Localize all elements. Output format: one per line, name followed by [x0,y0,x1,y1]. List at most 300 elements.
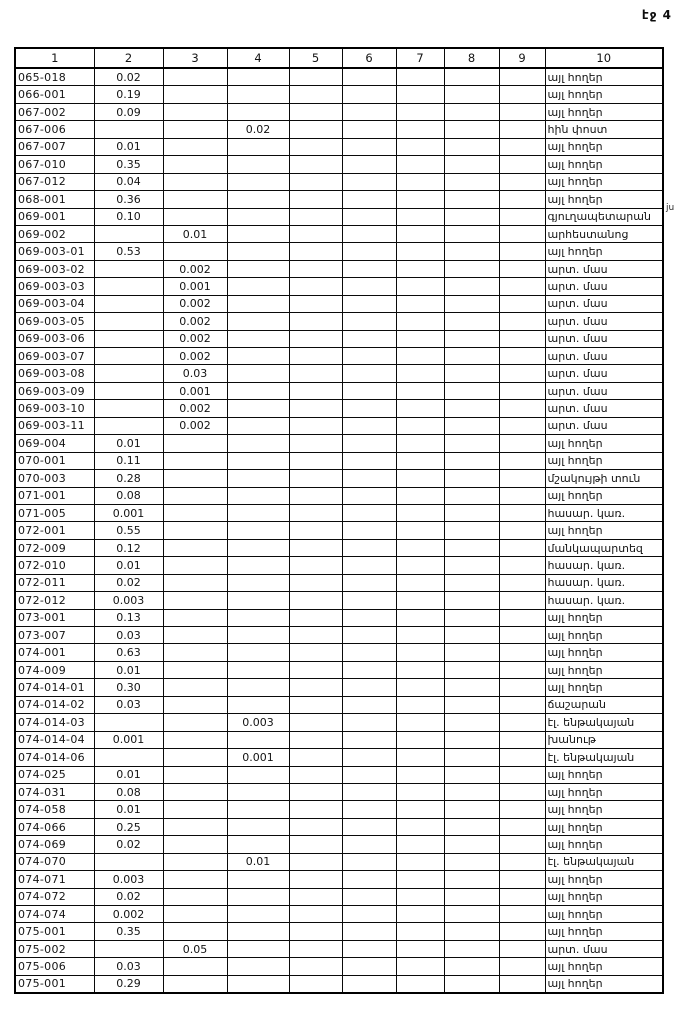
value-cell [163,243,227,260]
value-cell [499,627,545,644]
value-cell [342,295,396,312]
value-cell [163,714,227,731]
value-cell [227,348,289,365]
value-cell [499,504,545,521]
value-cell [444,313,499,330]
value-cell [499,714,545,731]
value-cell [396,714,444,731]
value-cell [499,696,545,713]
value-cell [94,278,163,295]
value-cell [289,818,342,835]
land-use-cell: այլ հողեր [545,679,663,696]
value-cell [163,103,227,120]
value-cell [227,400,289,417]
value-cell [342,400,396,417]
value-cell [396,940,444,957]
value-cell [444,679,499,696]
value-cell [227,470,289,487]
value-cell [342,121,396,138]
value-cell [94,121,163,138]
value-cell [342,749,396,766]
value-cell [499,766,545,783]
value-cell [227,644,289,661]
parcel-id-cell: 066-001 [15,86,94,103]
value-cell: 0.28 [94,470,163,487]
value-cell [499,958,545,975]
value-cell [444,260,499,277]
value-cell [444,295,499,312]
value-cell [499,975,545,993]
value-cell [396,539,444,556]
value-cell [499,173,545,190]
value-cell [163,121,227,138]
value-cell [289,749,342,766]
value-cell [289,138,342,155]
column-header-7: 7 [396,48,444,68]
table-row [15,278,663,295]
value-cell [342,138,396,155]
value-cell [499,330,545,347]
table-row [15,557,663,574]
parcel-id-cell: 069-003-06 [15,330,94,347]
value-cell [499,679,545,696]
value-cell [289,86,342,103]
value-cell [289,644,342,661]
value-cell [444,365,499,382]
value-cell [499,138,545,155]
value-cell [342,435,396,452]
value-cell [227,627,289,644]
value-cell [227,295,289,312]
value-cell: 0.04 [94,173,163,190]
parcel-id-cell: 074-001 [15,644,94,661]
value-cell [499,68,545,86]
value-cell [444,783,499,800]
value-cell [499,749,545,766]
value-cell [444,417,499,434]
value-cell [444,435,499,452]
value-cell [499,906,545,923]
value-cell [227,557,289,574]
value-cell [396,243,444,260]
value-cell [342,330,396,347]
value-cell: 0.08 [94,783,163,800]
parcel-id-cell: 072-001 [15,522,94,539]
table-row [15,522,663,539]
parcel-id-cell: 067-010 [15,156,94,173]
value-cell [342,783,396,800]
table-row [15,68,663,86]
value-cell [342,836,396,853]
value-cell: 0.02 [227,121,289,138]
value-cell [499,348,545,365]
value-cell [342,975,396,993]
value-cell [163,487,227,504]
value-cell [289,539,342,556]
value-cell [444,382,499,399]
land-use-cell: այլ հողեր [545,435,663,452]
value-cell: 0.002 [163,260,227,277]
value-cell [289,574,342,591]
value-cell [342,417,396,434]
land-use-cell: այլ հողեր [545,173,663,190]
value-cell [289,243,342,260]
value-cell [289,121,342,138]
value-cell [163,888,227,905]
table-row [15,121,663,138]
table-row [15,888,663,905]
value-cell [163,470,227,487]
value-cell [289,975,342,993]
value-cell: 0.01 [94,801,163,818]
value-cell [227,191,289,208]
value-cell: 0.01 [94,138,163,155]
value-cell [94,348,163,365]
value-cell: 0.12 [94,539,163,556]
value-cell [94,313,163,330]
table-row [15,940,663,957]
value-cell [342,696,396,713]
column-header-6: 6 [342,48,396,68]
value-cell [342,958,396,975]
table-row [15,766,663,783]
value-cell [396,470,444,487]
value-cell [499,731,545,748]
value-cell [227,86,289,103]
column-header-1: 1 [15,48,94,68]
value-cell [396,504,444,521]
table-row [15,592,663,609]
value-cell [289,295,342,312]
value-cell [289,906,342,923]
value-cell [94,417,163,434]
column-header-3: 3 [163,48,227,68]
value-cell [499,295,545,312]
land-use-cell: այլ հողեր [545,452,663,469]
value-cell: 0.30 [94,679,163,696]
value-cell [289,836,342,853]
value-cell [94,330,163,347]
value-cell [396,644,444,661]
value-cell [396,103,444,120]
value-cell [163,679,227,696]
value-cell [499,365,545,382]
value-cell [342,609,396,626]
parcel-id-cell: 074-071 [15,871,94,888]
value-cell [342,627,396,644]
value-cell [163,958,227,975]
parcel-id-cell: 074-009 [15,661,94,678]
value-cell [163,609,227,626]
land-use-cell: գյուղապետարան [545,208,663,225]
value-cell [289,783,342,800]
land-use-cell: այլ հողեր [545,487,663,504]
value-cell: 0.002 [163,417,227,434]
value-cell [396,121,444,138]
value-cell [163,749,227,766]
value-cell [163,138,227,155]
land-use-cell: արտ. մաս [545,330,663,347]
land-use-cell: հասար. կառ. [545,592,663,609]
value-cell [499,278,545,295]
value-cell [444,940,499,957]
value-cell [499,103,545,120]
value-cell [444,173,499,190]
value-cell [444,888,499,905]
parcel-id-cell: 067-007 [15,138,94,155]
value-cell [342,348,396,365]
value-cell [289,766,342,783]
table-row [15,382,663,399]
value-cell [227,156,289,173]
value-cell [163,923,227,940]
value-cell [396,278,444,295]
land-use-cell: արտ. մաս [545,260,663,277]
value-cell [499,836,545,853]
value-cell [342,208,396,225]
value-cell: 0.08 [94,487,163,504]
column-header-5: 5 [289,48,342,68]
parcel-id-cell: 071-001 [15,487,94,504]
value-cell: 0.003 [227,714,289,731]
value-cell [396,871,444,888]
value-cell [499,574,545,591]
parcel-id-cell: 069-003-09 [15,382,94,399]
value-cell [444,103,499,120]
value-cell [396,975,444,993]
land-use-cell: հասար. կառ. [545,504,663,521]
value-cell [289,696,342,713]
value-cell: 0.05 [163,940,227,957]
page-number: էջ 4 [641,8,672,22]
value-cell [444,121,499,138]
value-cell [444,487,499,504]
value-cell [342,225,396,242]
value-cell [396,818,444,835]
value-cell [396,435,444,452]
value-cell [499,156,545,173]
value-cell: 0.001 [163,278,227,295]
value-cell [396,906,444,923]
value-cell: 0.01 [94,661,163,678]
value-cell [444,696,499,713]
column-header-10: 10 [545,48,663,68]
value-cell [499,260,545,277]
value-cell [163,906,227,923]
value-cell [163,574,227,591]
parcel-id-cell: 074-031 [15,783,94,800]
value-cell: 0.02 [94,68,163,86]
value-cell [227,783,289,800]
value-cell [444,470,499,487]
value-cell [227,975,289,993]
value-cell [289,435,342,452]
value-cell [342,644,396,661]
value-cell [227,888,289,905]
value-cell [227,260,289,277]
value-cell [499,487,545,504]
value-cell [444,661,499,678]
parcel-id-cell: 070-001 [15,452,94,469]
value-cell [396,557,444,574]
value-cell [94,260,163,277]
parcel-id-cell: 068-001 [15,191,94,208]
value-cell [289,801,342,818]
value-cell [289,940,342,957]
land-use-cell: այլ հողեր [545,627,663,644]
parcel-id-cell: 074-074 [15,906,94,923]
value-cell [163,68,227,86]
table-row [15,208,663,225]
value-cell [499,661,545,678]
land-use-cell: արտ. մաս [545,417,663,434]
value-cell: 0.03 [94,696,163,713]
land-use-cell: հին փոստ [545,121,663,138]
parcel-id-cell: 074-014-06 [15,749,94,766]
value-cell [342,574,396,591]
value-cell [163,522,227,539]
value-cell [444,278,499,295]
value-cell [444,504,499,521]
value-cell [342,801,396,818]
value-cell [396,661,444,678]
column-header-9: 9 [499,48,545,68]
land-use-cell: այլ հողեր [545,644,663,661]
value-cell: 0.002 [163,400,227,417]
value-cell [289,504,342,521]
value-cell [163,731,227,748]
value-cell [289,592,342,609]
parcel-id-cell: 069-003-03 [15,278,94,295]
land-use-cell: էլ. ենթակայան [545,853,663,870]
value-cell: 0.03 [94,627,163,644]
land-use-cell: արհեստանոց [545,225,663,242]
value-cell [227,487,289,504]
land-use-cell: արտ. մաս [545,382,663,399]
value-cell [396,382,444,399]
value-cell: 0.002 [163,330,227,347]
value-cell [227,871,289,888]
value-cell [342,539,396,556]
value-cell [227,801,289,818]
value-cell [163,696,227,713]
value-cell [444,592,499,609]
value-cell [342,679,396,696]
table-row [15,679,663,696]
value-cell [342,818,396,835]
value-cell [289,714,342,731]
table-row [15,103,663,120]
value-cell [342,522,396,539]
value-cell [444,644,499,661]
value-cell [499,417,545,434]
parcel-id-cell: 072-009 [15,539,94,556]
value-cell [499,86,545,103]
value-cell [163,783,227,800]
value-cell [227,138,289,155]
parcel-id-cell: 073-007 [15,627,94,644]
value-cell [289,853,342,870]
value-cell [444,539,499,556]
value-cell [444,86,499,103]
land-use-cell: այլ հողեր [545,103,663,120]
value-cell [444,225,499,242]
value-cell [499,783,545,800]
value-cell [227,592,289,609]
land-use-cell: արտ. մաս [545,400,663,417]
value-cell [163,627,227,644]
parcel-id-cell: 075-002 [15,940,94,957]
value-cell [499,243,545,260]
value-cell [289,627,342,644]
value-cell [342,592,396,609]
value-cell [163,592,227,609]
value-cell [289,452,342,469]
value-cell [227,278,289,295]
value-cell [227,696,289,713]
value-cell [396,487,444,504]
value-cell [444,871,499,888]
value-cell [227,836,289,853]
parcel-id-cell: 074-072 [15,888,94,905]
value-cell [289,958,342,975]
value-cell [342,714,396,731]
parcel-id-cell: 072-012 [15,592,94,609]
value-cell [396,522,444,539]
value-cell: 0.53 [94,243,163,260]
value-cell [396,574,444,591]
table-row [15,644,663,661]
value-cell [342,68,396,86]
parcel-id-cell: 075-001 [15,975,94,993]
land-use-cell: այլ հողեր [545,958,663,975]
parcel-id-cell: 069-003-05 [15,313,94,330]
value-cell [342,731,396,748]
value-cell: 0.11 [94,452,163,469]
value-cell: 0.002 [163,348,227,365]
value-cell [289,260,342,277]
value-cell [94,940,163,957]
value-cell [227,661,289,678]
value-cell [342,906,396,923]
table-row [15,487,663,504]
value-cell [163,871,227,888]
value-cell [227,539,289,556]
value-cell [396,225,444,242]
parcel-id-cell: 069-003-11 [15,417,94,434]
land-use-cell: արտ. մաս [545,313,663,330]
value-cell [396,173,444,190]
land-use-cell: այլ հողեր [545,975,663,993]
value-cell: 0.10 [94,208,163,225]
value-cell [227,330,289,347]
value-cell [396,417,444,434]
value-cell [289,557,342,574]
value-cell [94,749,163,766]
table-row [15,138,663,155]
land-use-cell: այլ հողեր [545,888,663,905]
value-cell: 0.01 [94,435,163,452]
table-row [15,609,663,626]
value-cell [396,330,444,347]
value-cell [289,661,342,678]
table-row [15,731,663,748]
value-cell [396,295,444,312]
table-row [15,313,663,330]
value-cell [396,592,444,609]
table-row [15,696,663,713]
value-cell: 0.55 [94,522,163,539]
